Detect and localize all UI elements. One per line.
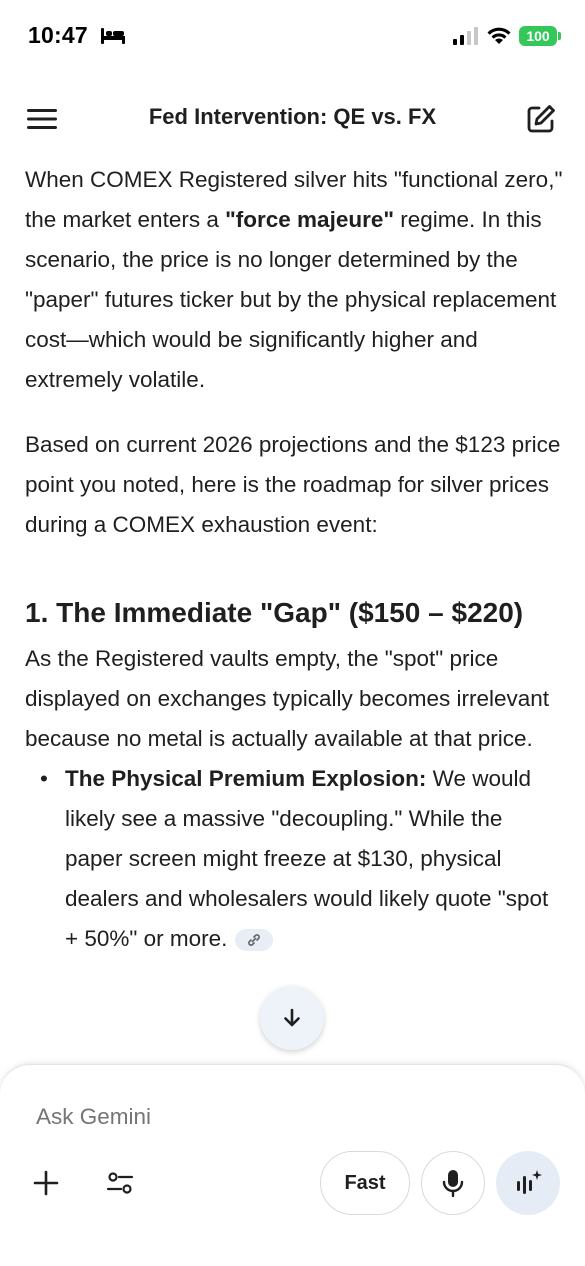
- paragraph-gap: As the Registered vaults empty, the "spot" price displayed on exchanges typically becomes irrelevant because no metal is actually available at that price.: [25, 646, 550, 751]
- plus-icon: [32, 1169, 60, 1197]
- source-link-chip[interactable]: [235, 929, 273, 951]
- tools-button[interactable]: [100, 1163, 140, 1203]
- battery-tip: [558, 32, 561, 40]
- bed-icon: [100, 26, 126, 46]
- battery-indicator: 100: [519, 26, 557, 46]
- status-bar: [0, 0, 585, 72]
- gemini-live-button[interactable]: [496, 1151, 560, 1215]
- wifi-icon: [486, 25, 512, 45]
- add-attachment-button[interactable]: [26, 1163, 66, 1203]
- page-title: Fed Intervention: QE vs. FX: [148, 104, 437, 129]
- cellular-signal-icon: [452, 27, 478, 45]
- paragraph-intro-text-a: When COMEX Registered silver hits "functional zero," the market enters a: [25, 167, 563, 232]
- response-content: [25, 160, 565, 959]
- tools-sliders-icon: [105, 1168, 135, 1198]
- arrow-down-icon: [281, 1007, 303, 1029]
- top-bar: [0, 92, 585, 148]
- live-sparkle-icon: [513, 1168, 543, 1198]
- paragraph-intro-bold: "force majeure": [225, 207, 395, 232]
- edit-icon[interactable]: [524, 102, 558, 136]
- scroll-down-button[interactable]: [260, 986, 324, 1050]
- microphone-button[interactable]: [421, 1151, 485, 1215]
- paragraph-roadmap: Based on current 2026 projections and the $123 price point you noted, here is the roadmap for silver prices during a COMEX exhaustion event:: [25, 432, 561, 537]
- link-icon: [246, 932, 262, 948]
- bullet-dot: •: [40, 766, 48, 791]
- list-item: [25, 759, 565, 959]
- model-mode-button[interactable]: Fast: [320, 1151, 410, 1215]
- bullet-bold-label: The Physical Premium Explosion:: [65, 766, 427, 791]
- ask-gemini-input[interactable]: [36, 1099, 536, 1135]
- microphone-icon: [440, 1168, 466, 1198]
- paragraph-intro-text-b: regime. In this scenario, the price is no longer determined by the "paper" futures ticker but by the physical replacement cost—which would be significantly higher and extremely volatile.: [25, 207, 557, 392]
- prompt-panel: [0, 1064, 585, 1266]
- paragraph-intro: [25, 160, 565, 400]
- section-heading-1: 1. The Immediate "Gap" ($150 – $220): [25, 597, 524, 628]
- status-time: 10:47: [28, 22, 88, 48]
- bullet-text: We would likely see a massive "decoupling." While the paper screen might freeze at $130, physical dealers and wholesalers would likely quote "spot + 50%" or more.: [65, 766, 549, 951]
